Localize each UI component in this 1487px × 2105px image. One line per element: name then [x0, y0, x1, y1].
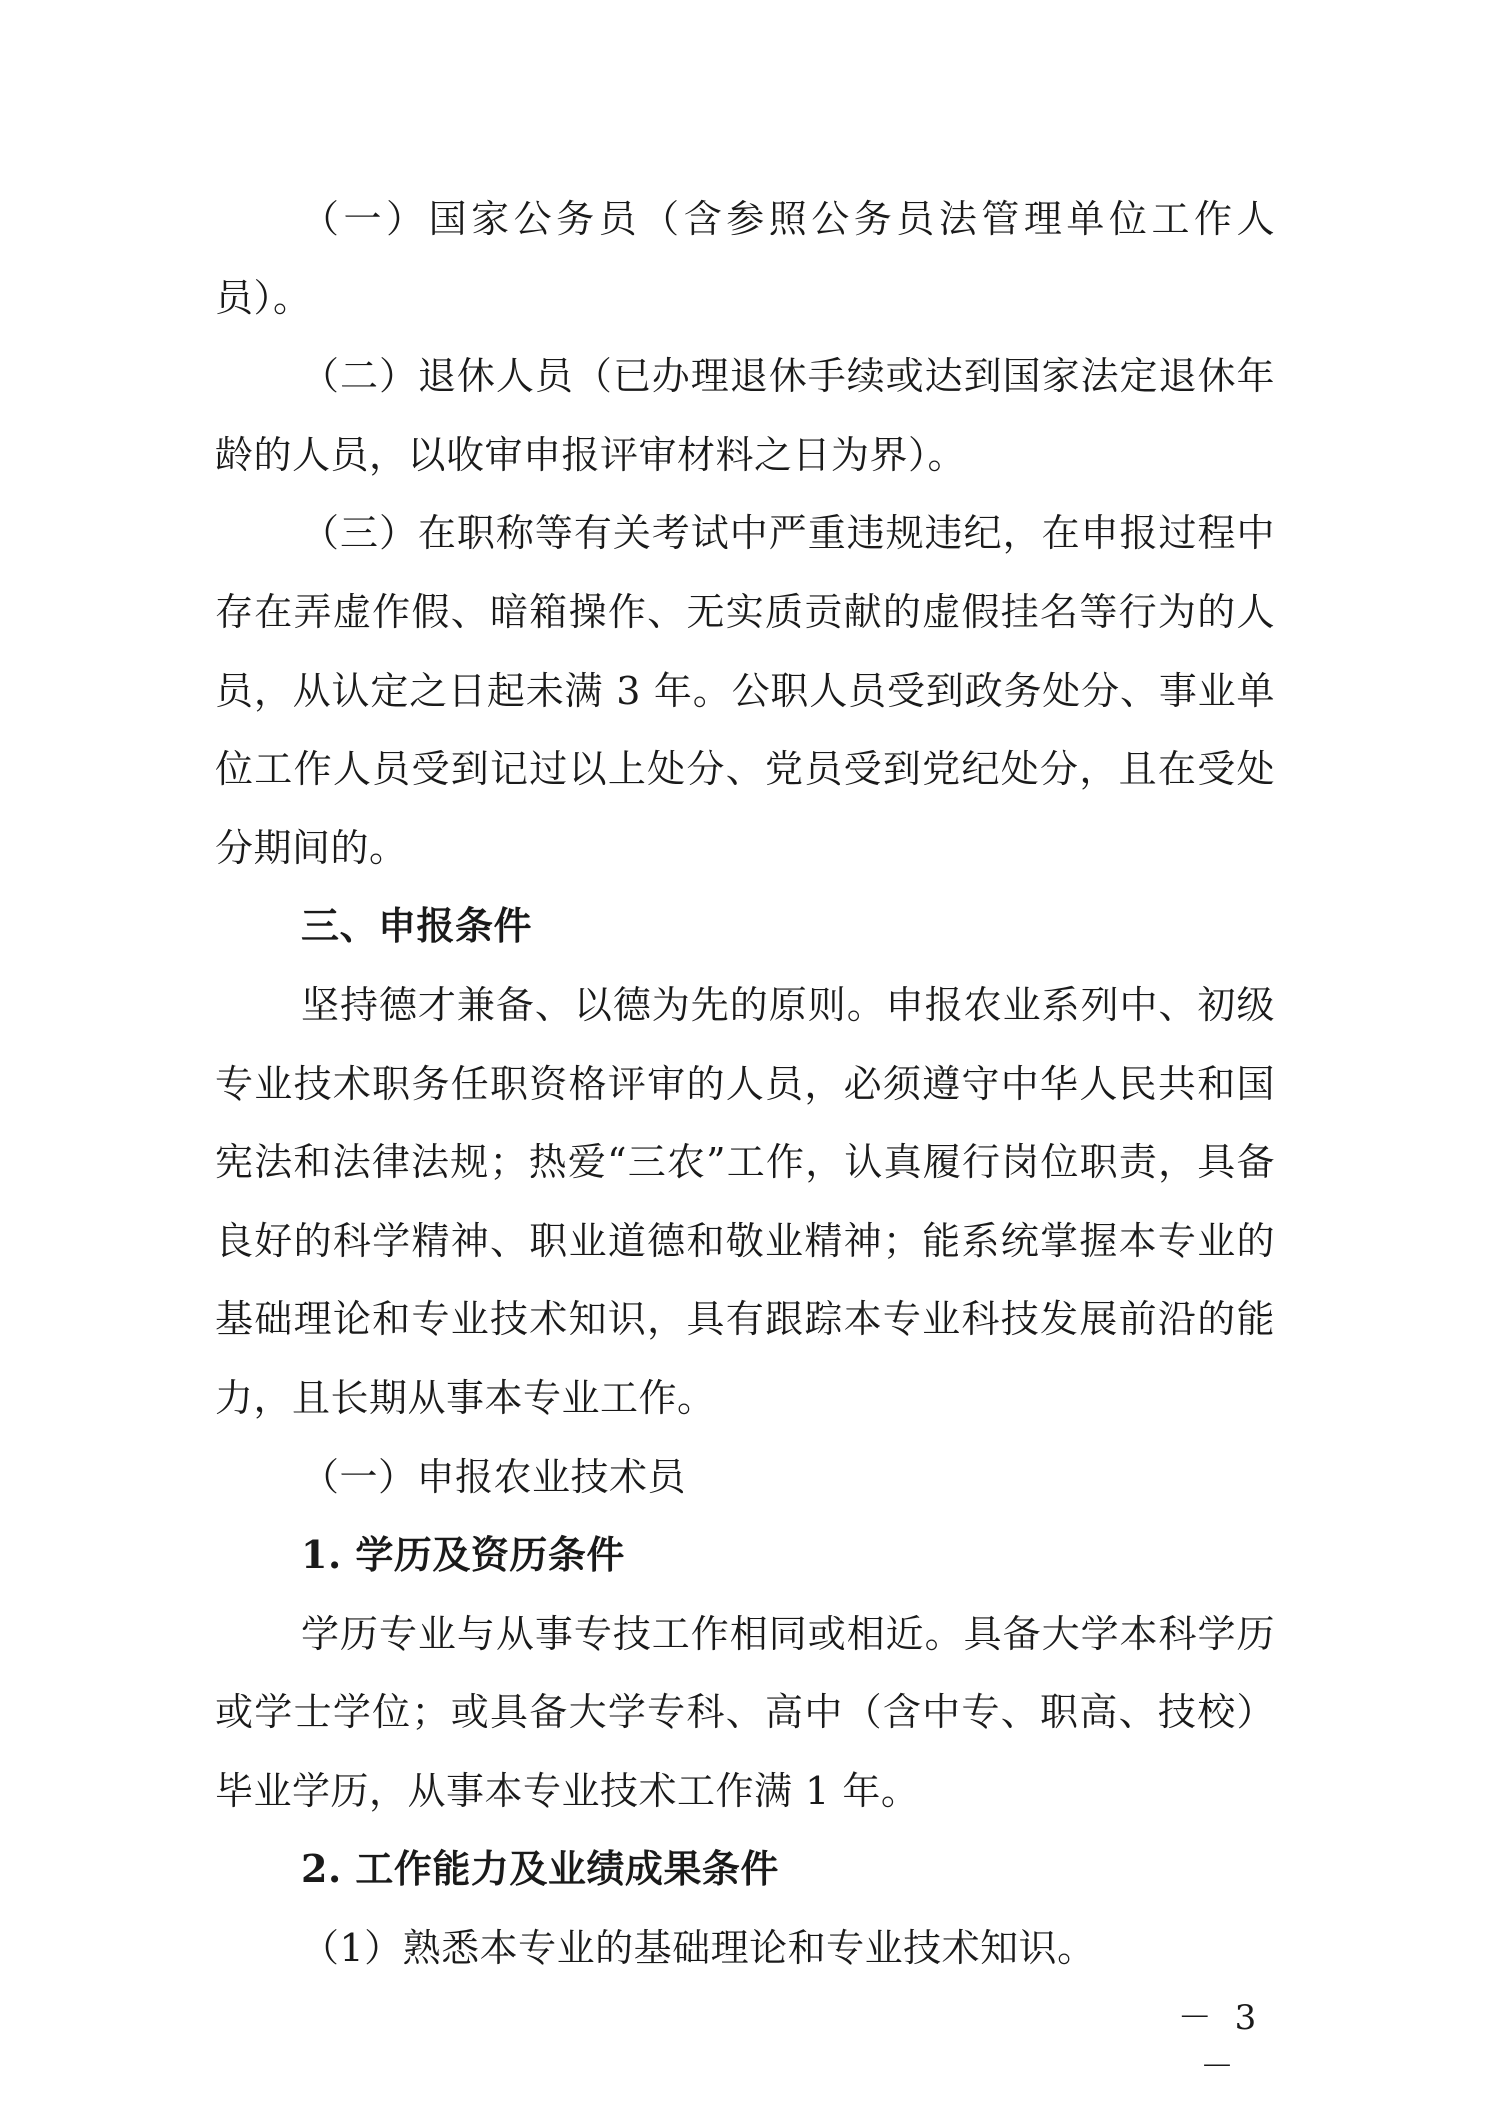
paragraph-work-ability-1: （1）熟悉本专业的基础理论和专业技术知识。: [301, 1926, 1096, 1971]
section-heading-application-conditions: 三、申报条件: [301, 903, 533, 949]
paragraph-exclusion-violations: （三）在职称等有关考试中严重违规违纪，在申报过程中存在弄虚作假、暗箱操作、无实质贡献的虚假挂名等行为的人员，从认定之日起未满 3 年。公职人员受到政务处分、事业单位工作人员受到记过以上处分、党员受到党纪处分，且在受处分期间的。: [215, 511, 1275, 870]
paragraph-exclusion-civil-servants: （一）国家公务员（含参照公务员法管理单位工作人员）。: [215, 197, 1275, 320]
subsection-heading-agricultural-technician: （一）申报农业技术员: [301, 1454, 687, 1499]
paragraph-general-requirements: 坚持德才兼备、以德为先的原则。申报农业系列中、初级专业技术职务任职资格评审的人员，必须遵守中华人民共和国宪法和法律法规；热爱“三农”工作，认真履行岗位职责，具备良好的科学精神、职业道德和敬业精神；能系统掌握本专业的基础理论和专业技术知识，具有跟踪本专业科技发展前沿的能力，且长期从事本专业工作。: [215, 982, 1275, 1420]
page-number: － 3 －: [1177, 1998, 1263, 2087]
item-heading-education-qualifications: 1. 学历及资历条件: [301, 1532, 625, 1578]
paragraph-education-requirements: 学历专业与从事专技工作相同或相近。具备大学本科学历或学士学位；或具备大学专科、高中（含中专、职高、技校）毕业学历，从事本专业技术工作满 1 年。: [215, 1611, 1275, 1813]
paragraph-exclusion-retired: （二）退休人员（已办理退休手续或达到国家法定退休年龄的人员，以收审申报评审材料之日为界）。: [215, 354, 1275, 477]
document-body: [215, 180, 1275, 1988]
item-heading-work-ability: 2. 工作能力及业绩成果条件: [301, 1846, 779, 1892]
